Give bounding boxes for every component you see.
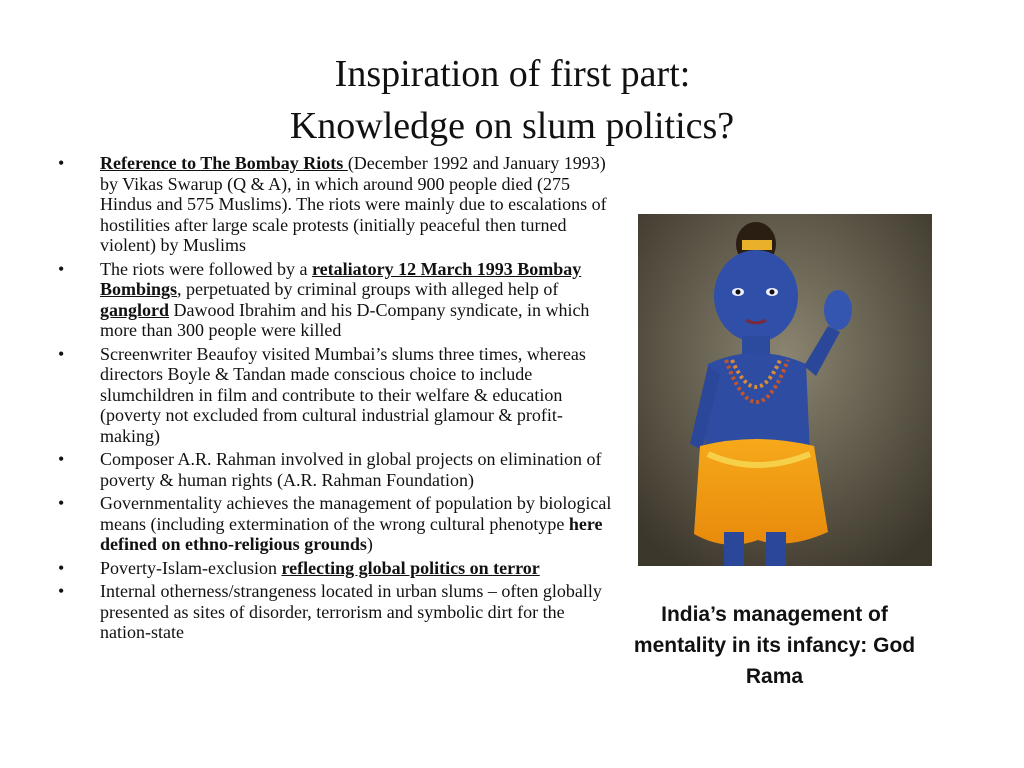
ganglord-link[interactable]: ganglord xyxy=(100,299,170,320)
bombay-riots-link[interactable]: Reference to The Bombay Riots xyxy=(100,153,348,173)
bullet-bold-text: here defined on ethno-religious grounds xyxy=(100,513,603,554)
bullet-dot: • xyxy=(58,153,65,173)
bullet-text: The riots were followed by a xyxy=(100,258,312,279)
bullet-text: ) xyxy=(366,534,373,554)
bullet-text: Dawood Ibrahim and his D-Company syndicate, in which more than 300 people were killed xyxy=(100,299,590,340)
title-line-1: Inspiration of first part: xyxy=(334,53,691,95)
title-line-2: Knowledge on slum politics? xyxy=(289,105,735,147)
bullet-text: Internal otherness/strangeness located in urban slums – often globally presented as sites of disorder, terrorism and symbolic dirt for the nation-state xyxy=(100,581,602,642)
bullet-list xyxy=(58,153,618,646)
slide-title xyxy=(0,48,1024,152)
bullet-dot: • xyxy=(58,557,65,578)
bullet-text: (December 1992 and January 1993) by Vikas Swarup (Q & A), in which around 900 people died (275 Hindus and 575 Muslims). The riots were mainly due to escalations of hostilities after large scale protests (initially peaceful then turned violent) by Muslims xyxy=(100,153,607,255)
bullet-item xyxy=(58,493,618,555)
bullet-item xyxy=(58,259,618,341)
rama-child-photo xyxy=(638,214,932,566)
bullet-text: Composer A.R. Rahman involved in global projects on elimination of poverty & human rights (A.R. Rahman Foundation) xyxy=(100,449,602,490)
image-caption: India’s management of mentality in its infancy: God Rama xyxy=(633,603,916,688)
bullet-item xyxy=(58,581,618,643)
bullet-dot: • xyxy=(58,258,65,279)
bullet-item xyxy=(58,344,618,447)
bullet-text: Poverty-Islam-exclusion xyxy=(100,557,282,578)
bullet-dot: • xyxy=(58,581,65,601)
bullet-item xyxy=(58,558,618,579)
bullet-text: Governmentality achieves the management of population by biological means (including extermination of the wrong cultural phenotype xyxy=(100,493,612,534)
bullet-text: Screenwriter Beaufoy visited Mumbai’s slums three times, whereas directors Boyle & Tandan made conscious choice to include slumchildren in film and contribute to their welfare & education (poverty not excluded from cultural industrial glamour & profit-making) xyxy=(100,343,586,446)
bullet-dot: • xyxy=(58,449,65,469)
bullet-dot: • xyxy=(58,343,65,364)
rama-child-illustration xyxy=(638,214,932,566)
bullet-item xyxy=(58,449,618,490)
bullet-item xyxy=(58,153,618,256)
bullet-text: , perpetuated by criminal groups with alleged help of xyxy=(177,279,559,299)
bullet-dot: • xyxy=(58,493,65,513)
bombay-bombings-link[interactable]: retaliatory 12 March 1993 Bombay Bombings xyxy=(100,258,582,299)
global-politics-link[interactable]: reflecting global politics on terror xyxy=(281,557,540,578)
